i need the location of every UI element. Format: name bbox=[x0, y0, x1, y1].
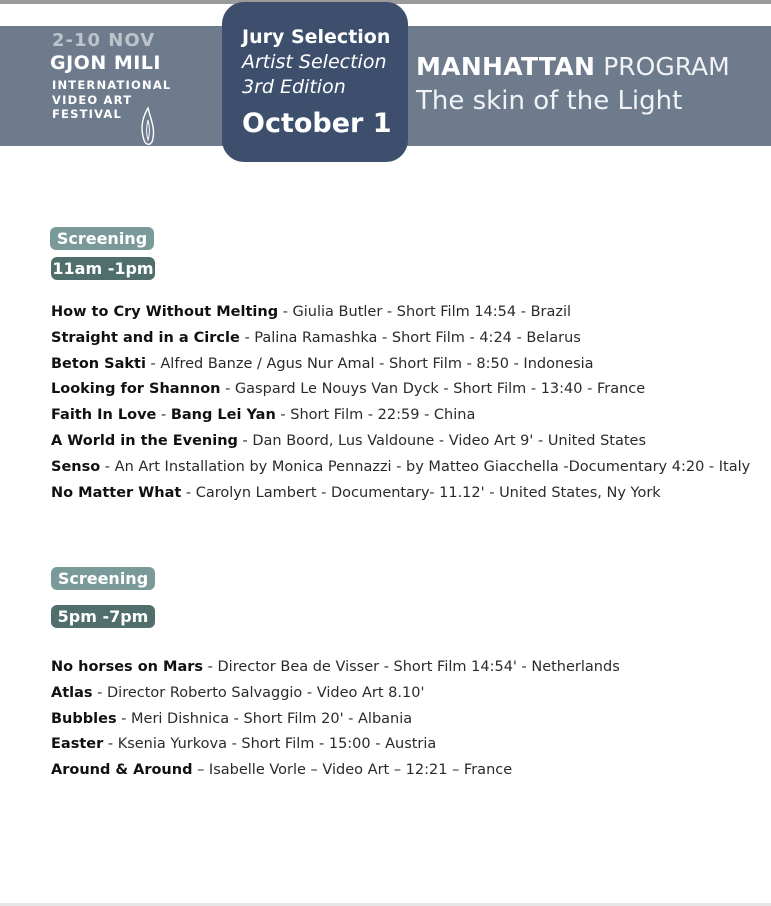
film-details: - Palina Ramashka - Short Film - 4:24 - Belarus bbox=[239, 329, 581, 346]
program-title-light: PROGRAM bbox=[603, 52, 730, 81]
film-details: - Carolyn Lambert - Documentary- 11.12' - United States, Ny York bbox=[181, 484, 661, 501]
film-title: No horses on Mars bbox=[51, 659, 204, 675]
screening-badge: Screening bbox=[50, 227, 154, 250]
film-entry bbox=[51, 655, 620, 681]
film-title: How to Cry Without Melting bbox=[51, 304, 279, 320]
film-details: - Ksenia Yurkova - Short Film - 15:00 - Austria bbox=[103, 736, 437, 753]
film-title: Senso bbox=[51, 458, 101, 475]
film-details: - An Art Installation by Monica Pennazzi - by Matteo Giacchella -Documentary 4:20 - Italy bbox=[100, 458, 751, 475]
film-details: - Gaspard Le Nouys Van Dyck - Short Film - 13:40 - France bbox=[220, 381, 646, 398]
film-entry bbox=[51, 707, 620, 733]
film-entry bbox=[51, 326, 750, 352]
film-details: - Meri Dishnica - Short Film 20' - Albania bbox=[116, 710, 413, 727]
film-details: – Isabelle Vorle – Video Art – 12:21 – France bbox=[192, 762, 513, 779]
film-title: No Matter What bbox=[51, 484, 182, 501]
film-director: Bang Lei Yan bbox=[170, 407, 276, 424]
film-details: - Alfred Banze / Agus Nur Amal - Short Film - 8:50 - Indonesia bbox=[145, 355, 594, 372]
film-title: Beton Sakti bbox=[51, 355, 146, 372]
film-details: - bbox=[156, 407, 171, 424]
film-details: - Short Film - 22:59 - China bbox=[275, 407, 476, 424]
logo-name: GJON MILI bbox=[50, 52, 161, 74]
film-entry bbox=[51, 377, 750, 403]
film-entry bbox=[51, 403, 750, 429]
film-title: Around & Around bbox=[51, 762, 193, 779]
film-title: Atlas bbox=[51, 684, 93, 701]
logo-subtitle-line: VIDEO ART bbox=[52, 92, 133, 107]
logo-subtitle-line: INTERNATIONAL bbox=[52, 78, 172, 92]
event-date: October 1 bbox=[242, 108, 392, 139]
artist-selection-label: Artist Selection bbox=[242, 51, 387, 73]
jury-selection-label: Jury Selection bbox=[242, 26, 391, 48]
film-title: Faith In Love bbox=[51, 407, 157, 424]
film-details: - Director Roberto Salvaggio - Video Art 8.10' bbox=[92, 684, 425, 701]
film-entry bbox=[51, 352, 750, 378]
time-badge: 5pm -7pm bbox=[51, 605, 155, 628]
program-title-bold: MANHATTAN bbox=[416, 52, 596, 81]
film-title: Bubbles bbox=[51, 710, 117, 727]
film-title: A World in the Evening bbox=[51, 432, 238, 449]
logo-ghost-text: 2-10 NOV bbox=[52, 30, 156, 51]
film-entry bbox=[51, 300, 750, 326]
edition-label: 3rd Edition bbox=[242, 76, 346, 98]
program-subtitle: The skin of the Light bbox=[416, 86, 683, 116]
film-entry bbox=[51, 429, 750, 455]
flame-icon bbox=[138, 106, 158, 148]
logo-subtitle-line: FESTIVAL bbox=[52, 107, 123, 121]
film-list bbox=[51, 300, 750, 506]
film-details: - Giulia Butler - Short Film 14:54 - Brazil bbox=[278, 304, 572, 320]
film-entry bbox=[51, 481, 750, 507]
film-title: Straight and in a Circle bbox=[51, 329, 240, 346]
program-title bbox=[416, 52, 730, 116]
film-details: - Dan Boord, Lus Valdoune - Video Art 9' - United States bbox=[237, 432, 647, 449]
film-entry bbox=[51, 681, 620, 707]
date-box bbox=[222, 2, 408, 162]
time-badge: 11am -1pm bbox=[52, 259, 154, 278]
film-details: - Director Bea de Visser - Short Film 14:54' - Netherlands bbox=[203, 659, 620, 675]
film-title: Easter bbox=[51, 736, 104, 753]
film-title: Looking for Shannon bbox=[51, 381, 221, 398]
screening-badge: Screening bbox=[51, 567, 155, 590]
film-entry bbox=[51, 732, 620, 758]
film-list bbox=[51, 655, 620, 784]
film-entry bbox=[51, 758, 620, 784]
festival-logo bbox=[50, 30, 180, 148]
film-entry bbox=[51, 455, 750, 481]
